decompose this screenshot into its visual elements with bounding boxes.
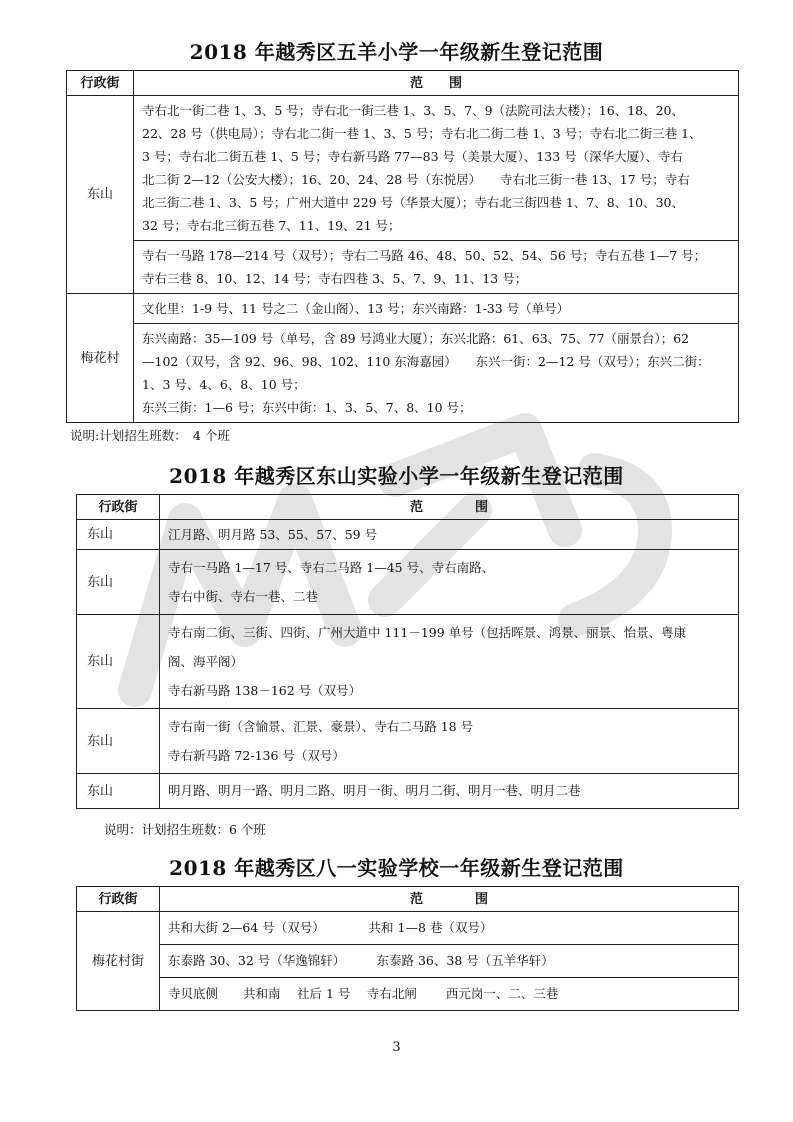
range-line: 32 号；寺右北三街五巷 7、11、19、21 号； <box>142 218 401 233</box>
range-line: 阁、海平阁） <box>168 654 244 669</box>
header-range: 范 围 <box>160 495 739 520</box>
header-range: 范 围 <box>134 71 739 96</box>
jie-cell: 东山 <box>67 96 134 294</box>
range-line: 1、3 号、4、6、8、10 号； <box>142 377 306 392</box>
jie-cell: 东山 <box>77 709 160 774</box>
jie-cell: 东山 <box>77 615 160 709</box>
range-cell <box>160 615 739 709</box>
header-jie: 行政街 <box>77 495 160 520</box>
range-line: 3 号；寺右北二街五巷 1、5 号；寺右新马路 77—83 号（美景大厦）、133 号（深华大厦）、寺右 <box>142 149 683 164</box>
range-line: 寺右新马路 138－162 号（双号） <box>168 683 362 698</box>
range-cell <box>160 550 739 615</box>
range-line: 东泰路 30、32 号（华逸锦轩） 东泰路 36、38 号（五羊华轩） <box>168 953 554 968</box>
range-line: 22、28 号（供电局）；寺右北二街一巷 1、3、5 号；寺右北二街二巷 1、3 号；寺右北二街三巷 1、 <box>142 126 702 141</box>
range-line: 北三街二巷 1、3、5 号；广州大道中 229 号（华景大厦）；寺右北三街四巷 1、7、8、10、30、 <box>142 195 685 210</box>
jie-cell: 梅花村 <box>67 294 134 423</box>
section1-table <box>66 70 739 423</box>
range-line: 江月路、明月路 53、55、57、59 号 <box>168 527 378 542</box>
range-cell <box>134 294 739 324</box>
header-jie: 行政街 <box>77 887 160 912</box>
range-cell <box>134 241 739 294</box>
range-line: 寺右一马路 178—214 号（双号）；寺右二马路 46、48、50、52、54、56 号；寺右五巷 1—7 号； <box>142 248 707 263</box>
range-line: 东兴南路：35—109 号（单号，含 89 号鸿业大厦）；东兴北路：61、63、75、77（丽景台）；62 <box>142 331 690 346</box>
jie-cell: 梅花村街 <box>77 912 160 1011</box>
range-line: 寺右南二街、三街、四街、广州大道中 111－199 单号（包括晖景、鸿景、丽景、怡景、粤康 <box>168 625 687 640</box>
range-line: 寺右北一街二巷 1、3、5 号；寺右北一街三巷 1、3、5、7、9（法院司法大楼）；16、18、20、 <box>142 103 685 118</box>
range-cell <box>160 978 739 1011</box>
range-cell <box>160 520 739 550</box>
range-line: 寺右一马路 1—17 号、寺右二马路 1—45 号、寺右南路、 <box>168 560 495 575</box>
page-number: 3 <box>392 1040 401 1055</box>
jie-cell: 东山 <box>77 550 160 615</box>
range-line: 明月路、明月一路、明月二路、明月一街、明月二街、明月一巷、明月二巷 <box>168 783 581 798</box>
range-line: 寺右新马路 72-136 号（双号） <box>168 748 345 763</box>
jie-cell: 东山 <box>77 520 160 550</box>
range-cell <box>160 709 739 774</box>
range-line: 寺右南一街（含愉景、汇景、豪景）、寺右二马路 18 号 <box>168 719 474 734</box>
range-cell <box>134 96 739 241</box>
range-cell <box>160 945 739 978</box>
range-line: 寺右三巷 8、10、12、14 号；寺右四巷 3、5、7、9、11、13 号； <box>142 271 528 286</box>
header-range: 范 围 <box>160 887 739 912</box>
section2-note: 说明：计划招生班数：6 个班 <box>104 822 266 837</box>
jie-cell: 东山 <box>77 774 160 809</box>
range-line: 共和大街 2—64 号（双号） 共和 1—8 巷（双号） <box>168 920 493 935</box>
range-cell <box>134 324 739 423</box>
section1-note: 说明:计划招生班数： 4 个班 <box>70 428 230 443</box>
range-cell <box>160 774 739 809</box>
section1-title: 2018 年越秀区五羊小学一年级新生登记范围 <box>189 40 604 64</box>
section2-table <box>76 494 739 809</box>
range-line: —102（双号，含 92、96、98、102、110 东海嘉园） 东兴一街：2—12 号（双号）；东兴二街： <box>142 354 710 369</box>
header-jie: 行政街 <box>67 71 134 96</box>
range-line: 寺右中街、寺右一巷、二巷 <box>168 589 319 604</box>
range-line: 寺贝底侧 共和南 社后 1 号 寺右北闸 西元岗一、二、三巷 <box>168 986 559 1001</box>
section2-title: 2018 年越秀区东山实验小学一年级新生登记范围 <box>169 464 624 488</box>
section3-title: 2018 年越秀区八一实验学校一年级新生登记范围 <box>169 856 624 880</box>
range-cell <box>160 912 739 945</box>
range-line: 东兴三街：1—6 号；东兴中街：1、3、5、7、8、10 号； <box>142 400 472 415</box>
section3-table <box>76 886 739 1011</box>
range-line: 北二街 2—12（公安大楼）；16、20、24、28 号（东悦居） 寺右北三街一巷 13、17 号；寺右 <box>142 172 690 187</box>
range-line: 文化里：1-9 号、11 号之二（金山阁）、13 号；东兴南路：1-33 号（单号） <box>142 301 570 316</box>
